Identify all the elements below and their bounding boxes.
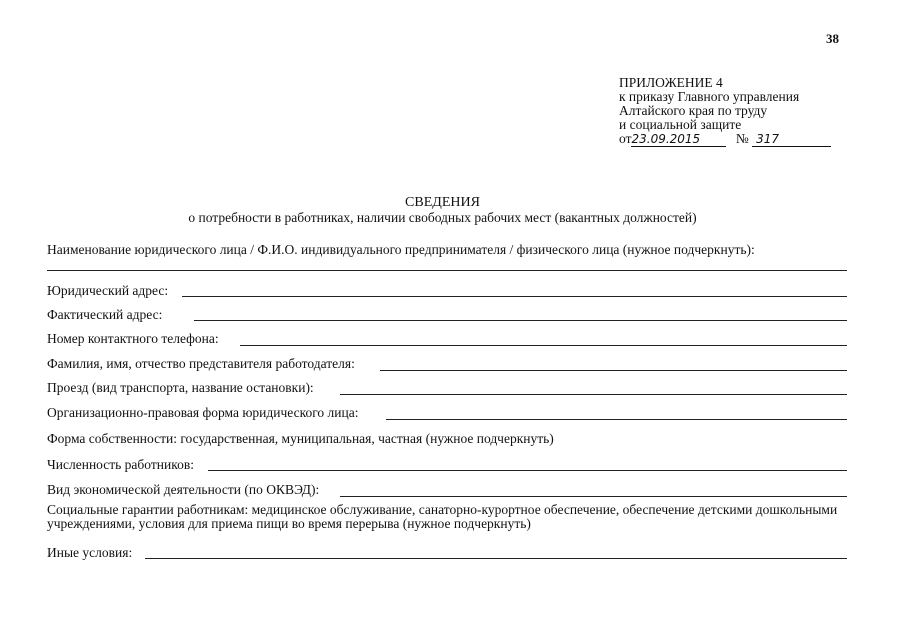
number-prefix: № bbox=[735, 131, 749, 146]
label-employees: Численность работников: bbox=[47, 457, 194, 472]
label-other-conditions: Иные условия: bbox=[47, 545, 133, 560]
handwritten-number: 317 bbox=[752, 132, 831, 147]
label-name: Наименование юридического лица / Ф.И.О. индивидуального предпринимателя / физического лица (нужное подчеркнуть): bbox=[47, 242, 755, 257]
page-number: 38 bbox=[826, 31, 839, 46]
field-line-legal-form[interactable] bbox=[386, 419, 847, 420]
field-line-phone[interactable] bbox=[240, 345, 847, 346]
field-line-employees[interactable] bbox=[208, 470, 847, 471]
label-legal-address: Юридический адрес: bbox=[47, 283, 169, 298]
label-ownership: Форма собственности: государственная, муниципальная, частная (нужное подчеркнуть) bbox=[47, 431, 554, 446]
label-social-guarantees: Социальные гарантии работникам: медицинское обслуживание, санаторно-курортное обеспечение, обеспечение детскими дошкольными учреждениями, условия для приема пищи во время перерыва (нужное подчеркнуть) bbox=[47, 502, 838, 531]
order-date-number bbox=[619, 132, 831, 147]
handwritten-date: 23.09.2015 bbox=[631, 132, 726, 147]
appendix-title: ПРИЛОЖЕНИЕ 4 bbox=[619, 75, 723, 90]
label-actual-address: Фактический адрес: bbox=[47, 307, 163, 322]
document-title: СВЕДЕНИЯ bbox=[405, 195, 480, 210]
document-subtitle: о потребности в работниках, наличии свободных рабочих мест (вакантных должностей) bbox=[188, 210, 697, 225]
field-line-activity[interactable] bbox=[340, 496, 847, 497]
field-line-name[interactable] bbox=[47, 270, 847, 271]
field-line-other-conditions[interactable] bbox=[145, 558, 847, 559]
label-representative: Фамилия, имя, отчество представителя работодателя: bbox=[47, 356, 355, 371]
field-line-transport[interactable] bbox=[340, 394, 847, 395]
field-line-actual-address[interactable] bbox=[194, 320, 847, 321]
label-legal-form: Организационно-правовая форма юридического лица: bbox=[47, 405, 359, 420]
label-transport: Проезд (вид транспорта, название остановки): bbox=[47, 380, 314, 395]
label-phone: Номер контактного телефона: bbox=[47, 331, 219, 346]
field-line-legal-address[interactable] bbox=[182, 296, 847, 297]
appendix-line-3: и социальной защите bbox=[619, 117, 742, 132]
appendix-header bbox=[619, 76, 831, 147]
appendix-line-2: Алтайского края по труду bbox=[619, 103, 768, 118]
field-line-representative[interactable] bbox=[380, 370, 847, 371]
date-prefix: от bbox=[619, 131, 632, 146]
appendix-line-1: к приказу Главного управления bbox=[619, 89, 800, 104]
label-activity: Вид экономической деятельности (по ОКВЭД): bbox=[47, 482, 320, 497]
